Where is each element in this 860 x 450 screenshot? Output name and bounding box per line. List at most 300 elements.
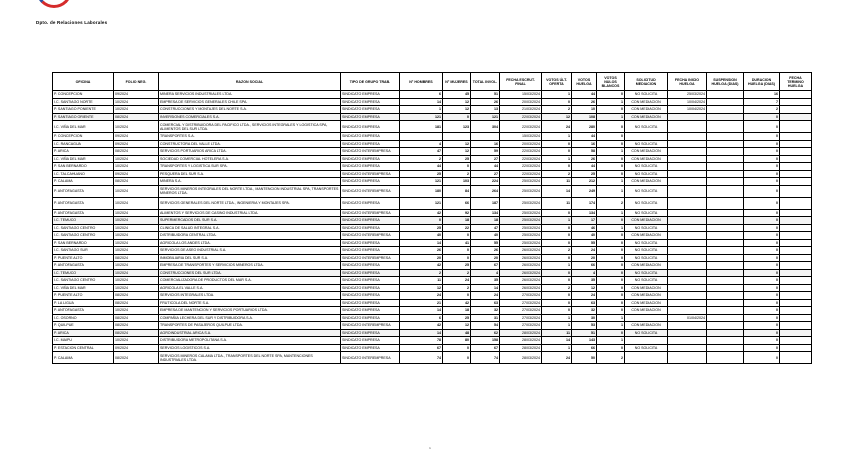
table-cell-total-invol: 26: [471, 247, 500, 255]
table-cell-n-mujeres: 0: [443, 344, 471, 352]
table-cell-fecha-termino-huelga: [780, 344, 812, 352]
table-cell-n-hombres: 6: [400, 314, 443, 322]
column-header: VOTOS NULOS BLANCOS: [597, 73, 625, 91]
table-cell-folio-neg: 10/2024: [114, 155, 159, 163]
table-cell-suspension-huelga-dias: [707, 155, 744, 163]
table-cell-fecha-termino-huelga: [780, 337, 812, 345]
table-row: [53, 224, 812, 232]
table-cell-tipo-de-grupo-trab: SINDICATO EMPRESA: [341, 121, 400, 133]
table-cell-n-mujeres: 0: [443, 247, 471, 255]
table-cell-duracion-huelga-dias: 0: [744, 322, 780, 330]
table-cell-n-mujeres: 12: [443, 148, 471, 156]
table-cell-duracion-huelga-dias: 0: [744, 344, 780, 352]
table-cell-total-invol: 13: [471, 106, 500, 114]
table-cell-fecha-inicio-huelga: [668, 185, 707, 197]
table-cell-suspension-huelga-dias: [707, 314, 744, 322]
table-cell-razon-social: PESQUERA DEL SUR S.A.: [159, 170, 341, 178]
table-cell-n-hombres: 121: [400, 197, 443, 209]
table-cell-n-mujeres: 0: [443, 232, 471, 240]
table-cell-razon-social: MINERA S.A.: [159, 178, 341, 186]
table-cell-votos-huelga: 32: [572, 307, 597, 315]
table-cell-folio-neg: 08/2024: [114, 314, 159, 322]
department-subtitle: Dpto. de Relaciones Laborales: [36, 20, 108, 25]
table-cell-solicitud-mediacion: NO SOLICITA: [625, 329, 668, 337]
table-cell-suspension-huelga-dias: [707, 178, 744, 186]
table-row: [53, 239, 812, 247]
column-header: TOTAL INVOL.: [471, 73, 500, 91]
table-cell-fecha-escrut-final: 27/03/2024: [500, 314, 542, 322]
table-cell-duracion-huelga-dias: 0: [744, 262, 780, 270]
table-cell-solicitud-mediacion: NO SOLICITA: [625, 277, 668, 285]
table-cell-solicitud-mediacion: CON MEDIACION: [625, 113, 668, 121]
table-cell-votos-huelga: 26: [572, 98, 597, 106]
table-cell-fecha-termino-huelga: [780, 209, 812, 217]
table-cell-razon-social: FRUTICOLA DEL NORTE S.A.: [159, 299, 341, 307]
table-cell-razon-social: COMERCIAL Y DISTRIBUIDORA DEL PACIFICO LTDA., SERVICIOS INTEGRALES Y LOGISTICA SPA, ALIMENTOS DEL SUR LTDA.: [159, 121, 341, 133]
table-cell-votos-huelga: 143: [572, 337, 597, 345]
table-cell-n-hombres: 2: [400, 269, 443, 277]
table-cell-votos-huelga: 24: [572, 247, 597, 255]
table-cell-n-hombres: 14: [400, 329, 443, 337]
table-cell-fecha-termino-huelga: [780, 91, 812, 99]
table-cell-folio-neg: 08/2024: [114, 299, 159, 307]
table-cell-votos-huelga: 12: [572, 284, 597, 292]
table-cell-fecha-inicio-huelga: [668, 277, 707, 285]
table-cell-folio-neg: 08/2024: [114, 352, 159, 364]
table-cell-fecha-termino-huelga: [780, 170, 812, 178]
table-cell-solicitud-mediacion: CON MEDIACION: [625, 106, 668, 114]
table-cell-votos-lt-oferta: 1: [542, 344, 572, 352]
table-cell-solicitud-mediacion: CON MEDIACION: [625, 178, 668, 186]
table-cell-fecha-inicio-huelga: [668, 344, 707, 352]
table-cell-votos-nulos-blancos: 1: [597, 314, 625, 322]
table-cell-suspension-huelga-dias: [707, 254, 744, 262]
table-row: [53, 217, 812, 225]
table-row: [53, 277, 812, 285]
table-cell-solicitud-mediacion: NO SOLICITA: [625, 197, 668, 209]
table-cell-duracion-huelga-dias: 0: [744, 185, 780, 197]
table-cell-suspension-huelga-dias: [707, 269, 744, 277]
table-cell-votos-nulos-blancos: 1: [597, 209, 625, 217]
table-row: [53, 307, 812, 315]
table-cell-tipo-de-grupo-trab: SINDICATO EMPRESA: [341, 113, 400, 121]
table-cell-razon-social: COMERCIALIZADORA DE PRODUCTOS DEL MAR S.A.: [159, 277, 341, 285]
table-cell-oficina: I.C. MAIPU: [53, 337, 114, 345]
table-cell-fecha-escrut-final: 26/03/2024: [500, 277, 542, 285]
table-cell-fecha-escrut-final: 25/03/2024: [500, 178, 542, 186]
table-cell-suspension-huelga-dias: [707, 344, 744, 352]
table-cell-total-invol: 40: [471, 232, 500, 240]
table-cell-suspension-huelga-dias: [707, 307, 744, 315]
table-cell-suspension-huelga-dias: [707, 322, 744, 330]
table-cell-votos-nulos-blancos: 0: [597, 262, 625, 270]
table-cell-fecha-termino-huelga: [780, 292, 812, 300]
table-cell-n-hombres: 42: [400, 322, 443, 330]
table-cell-n-mujeres: 2: [443, 284, 471, 292]
table-cell-fecha-escrut-final: 28/03/2024: [500, 329, 542, 337]
table-cell-oficina: P. ARICA: [53, 148, 114, 156]
table-cell-solicitud-mediacion: NO SOLICITA: [625, 247, 668, 255]
table-cell-razon-social: DISTRIBUIDORA CENTRAL LTDA.: [159, 232, 341, 240]
table-cell-folio-neg: 08/2024: [114, 329, 159, 337]
table-cell-fecha-escrut-final: 15/03/2024: [500, 133, 542, 141]
table-cell-tipo-de-grupo-trab: SINDICATO EMPRESA: [341, 91, 400, 99]
table-cell-fecha-inicio-huelga: [668, 155, 707, 163]
table-cell-solicitud-mediacion: [625, 133, 668, 141]
table-cell-fecha-escrut-final: 28/03/2024: [500, 352, 542, 364]
table-cell-suspension-huelga-dias: [707, 121, 744, 133]
table-cell-total-invol: [471, 133, 500, 141]
table-cell-n-hombres: 78: [400, 337, 443, 345]
table-cell-oficina: P. SANTIAGO PONIENTE: [53, 106, 114, 114]
table-cell-n-hombres: 26: [400, 247, 443, 255]
table-cell-n-mujeres: 48: [443, 329, 471, 337]
table-cell-fecha-termino-huelga: [780, 133, 812, 141]
table-cell-votos-huelga: 55: [572, 239, 597, 247]
table-cell-solicitud-mediacion: CON MEDIACION: [625, 262, 668, 270]
table-cell-folio-neg: 10/2024: [114, 217, 159, 225]
table-row: [53, 106, 812, 114]
table-cell-tipo-de-grupo-trab: SINDICATO EMPRESA: [341, 314, 400, 322]
table-cell-votos-lt-oferta: 0: [542, 98, 572, 106]
table-cell-suspension-huelga-dias: [707, 337, 744, 345]
table-cell-n-hombres: 25: [400, 224, 443, 232]
table-cell-suspension-huelga-dias: [707, 106, 744, 114]
table-cell-oficina: P. CONCEPCION: [53, 133, 114, 141]
table-cell-folio-neg: 10/2024: [114, 239, 159, 247]
table-cell-total-invol: 304: [471, 121, 500, 133]
table-cell-votos-nulos-blancos: 0: [597, 292, 625, 300]
table-cell-votos-huelga: 10: [572, 106, 597, 114]
table-cell-total-invol: 63: [471, 299, 500, 307]
table-cell-fecha-escrut-final: 25/03/2024: [500, 197, 542, 209]
table-cell-votos-huelga: 44: [572, 163, 597, 171]
table-cell-n-hombres: 21: [400, 299, 443, 307]
table-cell-fecha-escrut-final: 22/03/2024: [500, 113, 542, 121]
column-header: N° MUJERES: [443, 73, 471, 91]
table-cell-votos-nulos-blancos: 0: [597, 133, 625, 141]
table-cell-fecha-escrut-final: 25/03/2024: [500, 217, 542, 225]
table-cell-suspension-huelga-dias: [707, 247, 744, 255]
table-cell-fecha-termino-huelga: [780, 106, 812, 114]
table-cell-fecha-termino-huelga: [780, 155, 812, 163]
column-header: FECHA TERMINO HUELGA: [780, 73, 812, 91]
table-cell-fecha-inicio-huelga: [668, 239, 707, 247]
table-cell-votos-lt-oferta: 0: [542, 299, 572, 307]
table-row: [53, 140, 812, 148]
table-cell-fecha-termino-huelga: [780, 322, 812, 330]
table-cell-folio-neg: 10/2024: [114, 284, 159, 292]
table-cell-votos-lt-oferta: 1: [542, 262, 572, 270]
table-cell-duracion-huelga-dias: 0: [744, 113, 780, 121]
table-cell-razon-social: COMPAÑIA LECHERA DEL SUR Y DISTRIBUIDORA S.A.: [159, 314, 341, 322]
table-cell-fecha-inicio-huelga: 25/03/2024: [668, 91, 707, 99]
table-cell-votos-lt-oferta: 2: [542, 106, 572, 114]
table-cell-total-invol: 224: [471, 178, 500, 186]
table-cell-total-invol: 35: [471, 277, 500, 285]
table-cell-folio-neg: 10/2024: [114, 337, 159, 345]
table-cell-fecha-escrut-final: 27/03/2024: [500, 322, 542, 330]
table-cell-tipo-de-grupo-trab: SINDICATO EMPRESA: [341, 337, 400, 345]
table-cell-n-hombres: 121: [400, 113, 443, 121]
table-cell-total-invol: 24: [471, 292, 500, 300]
table-cell-duracion-huelga-dias: 0: [744, 329, 780, 337]
table-cell-oficina: P. ANTOFAGASTA: [53, 197, 114, 209]
table-cell-votos-nulos-blancos: 0: [597, 284, 625, 292]
table-cell-fecha-inicio-huelga: [668, 197, 707, 209]
table-cell-razon-social: SUPERMERCADOS DEL SUR S.A.: [159, 217, 341, 225]
table-cell-votos-huelga: 25: [572, 170, 597, 178]
table-cell-n-hombres: 74: [400, 352, 443, 364]
table-cell-total-invol: 47: [471, 224, 500, 232]
table-cell-n-mujeres: 12: [443, 98, 471, 106]
table-cell-solicitud-mediacion: NO SOLICITA: [625, 163, 668, 171]
table-cell-razon-social: ALIMENTOS Y SERVICIOS DE CASINO INDUSTRIAL LTDA.: [159, 209, 341, 217]
table-cell-razon-social: TRANSPORTES DE PASAJEROS QUILPUE LTDA.: [159, 322, 341, 330]
table-cell-fecha-escrut-final: 26/03/2024: [500, 269, 542, 277]
table-cell-votos-lt-oferta: 2: [542, 170, 572, 178]
table-cell-tipo-de-grupo-trab: SINDICATO EMPRESA: [341, 299, 400, 307]
table-cell-fecha-inicio-huelga: [668, 299, 707, 307]
table-row: [53, 121, 812, 133]
table-cell-fecha-inicio-huelga: 10/04/2024: [668, 98, 707, 106]
table-cell-votos-huelga: 51: [572, 329, 597, 337]
table-row: [53, 163, 812, 171]
table-cell-total-invol: 32: [471, 307, 500, 315]
table-cell-votos-nulos-blancos: 0: [597, 254, 625, 262]
table-cell-duracion-huelga-dias: 0: [744, 292, 780, 300]
table-row: [53, 133, 812, 141]
table-cell-suspension-huelga-dias: [707, 197, 744, 209]
table-cell-n-mujeres: 2: [443, 269, 471, 277]
table-cell-total-invol: 134: [471, 209, 500, 217]
table-cell-fecha-escrut-final: 26/03/2024: [500, 284, 542, 292]
table-cell-votos-huelga: 174: [572, 197, 597, 209]
table-cell-duracion-huelga-dias: 0: [744, 148, 780, 156]
table-cell-fecha-escrut-final: 20/03/2024: [500, 98, 542, 106]
table-cell-tipo-de-grupo-trab: SINDICATO EMPRESA: [341, 197, 400, 209]
table-cell-solicitud-mediacion: CON MEDIACION: [625, 299, 668, 307]
table-cell-folio-neg: 10/2024: [114, 269, 159, 277]
table-cell-tipo-de-grupo-trab: SINDICATO EMPRESA: [341, 344, 400, 352]
table-cell-oficina: P. ANTOFAGASTA: [53, 209, 114, 217]
table-cell-tipo-de-grupo-trab: SINDICATO EMPRESA: [341, 178, 400, 186]
table-cell-votos-lt-oferta: 0: [542, 269, 572, 277]
table-cell-n-hombres: 20: [400, 254, 443, 262]
table-cell-duracion-huelga-dias: 7: [744, 98, 780, 106]
table-cell-total-invol: 59: [471, 148, 500, 156]
table-cell-folio-neg: 10/2024: [114, 209, 159, 217]
table-cell-duracion-huelga-dias: 0: [744, 170, 780, 178]
page-number: 1: [429, 446, 431, 450]
table-cell-suspension-huelga-dias: [707, 329, 744, 337]
table-cell-votos-lt-oferta: 14: [542, 185, 572, 197]
table-cell-folio-neg: 08/2024: [114, 113, 159, 121]
table-cell-duracion-huelga-dias: 16: [744, 91, 780, 99]
table-cell-votos-huelga: 4: [572, 269, 597, 277]
table-cell-fecha-inicio-huelga: [668, 322, 707, 330]
table-cell-folio-neg: 10/2024: [114, 163, 159, 171]
table-cell-total-invol: 264: [471, 185, 500, 197]
column-header: VOTOS ÚLT. OFERTA: [542, 73, 572, 91]
table-cell-tipo-de-grupo-trab: SINDICATO INTEREMPRESA: [341, 232, 400, 240]
table-cell-razon-social: SOCIEDAD COMERCIAL HOTELERA S.A.: [159, 155, 341, 163]
table-cell-votos-lt-oferta: 1: [542, 133, 572, 141]
table-cell-fecha-inicio-huelga: [668, 232, 707, 240]
table-cell-votos-nulos-blancos: 0: [597, 170, 625, 178]
table-cell-solicitud-mediacion: CON MEDIACION: [625, 292, 668, 300]
column-header: SUSPENSION HUELGA (DIAS): [707, 73, 744, 91]
table-cell-solicitud-mediacion: [625, 337, 668, 345]
table-cell-fecha-escrut-final: 22/03/2024: [500, 155, 542, 163]
table-cell-oficina: I.C. SANTIAGO CENTRO: [53, 232, 114, 240]
table-cell-total-invol: 26: [471, 98, 500, 106]
table-cell-oficina: I.C. VIÑA DEL MAR: [53, 121, 114, 133]
table-cell-n-hombres: 44: [400, 163, 443, 171]
table-cell-votos-huelga: 35: [572, 277, 597, 285]
table-cell-fecha-inicio-huelga: [668, 329, 707, 337]
table-cell-suspension-huelga-dias: [707, 113, 744, 121]
table-cell-total-invol: 51: [471, 91, 500, 99]
table-cell-razon-social: SERVICIOS INTEGRALES LTDA.: [159, 292, 341, 300]
table-cell-tipo-de-grupo-trab: SINDICATO EMPRESA: [341, 106, 400, 114]
table-cell-n-hombres: 14: [400, 307, 443, 315]
table-cell-votos-nulos-blancos: 0: [597, 307, 625, 315]
table-cell-solicitud-mediacion: NO SOLICITA: [625, 170, 668, 178]
table-cell-suspension-huelga-dias: [707, 232, 744, 240]
table-row: [53, 292, 812, 300]
table-cell-fecha-termino-huelga: [780, 98, 812, 106]
table-cell-n-mujeres: 0: [443, 163, 471, 171]
table-cell-votos-huelga: 30: [572, 314, 597, 322]
table-cell-fecha-escrut-final: 20/03/2024: [500, 140, 542, 148]
table-cell-razon-social: CONSTRUCCIONES DEL SUR LTDA.: [159, 269, 341, 277]
table-cell-total-invol: 4: [471, 269, 500, 277]
table-cell-suspension-huelga-dias: [707, 148, 744, 156]
table-cell-votos-nulos-blancos: 1: [597, 322, 625, 330]
table-cell-fecha-inicio-huelga: [668, 209, 707, 217]
table-cell-folio-neg: 09/2024: [114, 140, 159, 148]
table-cell-n-mujeres: 2: [443, 170, 471, 178]
table-cell-fecha-inicio-huelga: [668, 269, 707, 277]
table-cell-duracion-huelga-dias: 0: [744, 352, 780, 364]
table-row: [53, 232, 812, 240]
table-cell-votos-huelga: 63: [572, 299, 597, 307]
table-cell-n-mujeres: 42: [443, 299, 471, 307]
table-cell-fecha-escrut-final: 25/03/2024: [500, 232, 542, 240]
table-cell-oficina: P. CONCEPCION: [53, 91, 114, 99]
table-cell-votos-huelga: 50: [572, 352, 597, 364]
table-row: [53, 337, 812, 345]
table-cell-n-mujeres: [443, 133, 471, 141]
table-cell-folio-neg: 08/2024: [114, 292, 159, 300]
table-cell-votos-huelga: 44: [572, 91, 597, 99]
table-cell-oficina: I.C. RANCAGUA: [53, 140, 114, 148]
table-row: [53, 352, 812, 364]
table-cell-votos-lt-oferta: 0: [542, 292, 572, 300]
table-cell-oficina: I.C. SANTIAGO NORTE: [53, 98, 114, 106]
table-cell-total-invol: 27: [471, 155, 500, 163]
table-cell-fecha-termino-huelga: [780, 269, 812, 277]
table-cell-fecha-termino-huelga: [780, 352, 812, 364]
table-cell-folio-neg: 10/2024: [114, 247, 159, 255]
table-cell-fecha-escrut-final: 27/03/2024: [500, 292, 542, 300]
table-cell-votos-lt-oferta: 24: [542, 121, 572, 133]
column-header: DURACION HUELGA (DIAS): [744, 73, 780, 91]
table-cell-suspension-huelga-dias: [707, 133, 744, 141]
table-cell-solicitud-mediacion: CON MEDIACION: [625, 148, 668, 156]
table-cell-folio-neg: 08/2024: [114, 322, 159, 330]
table-cell-razon-social: SERVICIOS MINEROS CALAMA LTDA., TRANSPORTES DEL NORTE SPA, MANTENCIONES INDUSTRIALES LTDA.: [159, 352, 341, 364]
table-cell-votos-lt-oferta: 1: [542, 322, 572, 330]
table-cell-oficina: I.C. VIÑA DEL MAR: [53, 284, 114, 292]
table-cell-votos-lt-oferta: 14: [542, 337, 572, 345]
table-cell-total-invol: 67: [471, 344, 500, 352]
table-cell-duracion-huelga-dias: 0: [744, 121, 780, 133]
table-cell-n-mujeres: 123: [443, 121, 471, 133]
table-cell-n-hombres: [400, 133, 443, 141]
column-header: N° HOMBRES: [400, 73, 443, 91]
table-cell-fecha-termino-huelga: [780, 224, 812, 232]
column-header: FECHA ESCRUT. FINAL: [500, 73, 542, 91]
table-cell-n-hombres: 180: [400, 185, 443, 197]
table-cell-duracion-huelga-dias: 0: [744, 337, 780, 345]
table-row: [53, 155, 812, 163]
table-cell-razon-social: EMPRESA DE MANTENCION Y SERVICIOS PORTUARIOS LTDA.: [159, 307, 341, 315]
table-cell-votos-nulos-blancos: 0: [597, 121, 625, 133]
table-cell-fecha-escrut-final: 28/03/2024: [500, 344, 542, 352]
table-cell-fecha-inicio-huelga: 10/04/2024: [668, 106, 707, 114]
table-cell-suspension-huelga-dias: [707, 284, 744, 292]
table-cell-solicitud-mediacion: NO SOLICITA: [625, 209, 668, 217]
table-cell-fecha-termino-huelga: [780, 299, 812, 307]
table-cell-n-mujeres: 66: [443, 197, 471, 209]
table-cell-solicitud-mediacion: NO SOLICITA: [625, 344, 668, 352]
table-cell-duracion-huelga-dias: 0: [744, 197, 780, 209]
table-row: [53, 329, 812, 337]
table-cell-folio-neg: 09/2024: [114, 91, 159, 99]
table-cell-votos-huelga: 280: [572, 121, 597, 133]
table-cell-tipo-de-grupo-trab: SINDICATO EMPRESA: [341, 269, 400, 277]
table-cell-fecha-termino-huelga: [780, 163, 812, 171]
table-cell-fecha-inicio-huelga: [668, 352, 707, 364]
table-cell-n-mujeres: 41: [443, 239, 471, 247]
table-cell-votos-lt-oferta: 11: [542, 329, 572, 337]
table-row: [53, 148, 812, 156]
table-cell-votos-nulos-blancos: 0: [597, 163, 625, 171]
table-cell-folio-neg: 10/2024: [114, 185, 159, 197]
table-cell-fecha-termino-huelga: [780, 307, 812, 315]
table-cell-fecha-escrut-final: 22/03/2024: [500, 121, 542, 133]
table-cell-n-mujeres: 12: [443, 322, 471, 330]
table-cell-n-hombres: 12: [400, 284, 443, 292]
table-cell-n-mujeres: 25: [443, 314, 471, 322]
table-cell-tipo-de-grupo-trab: SINDICATO EMPRESA: [341, 247, 400, 255]
table-cell-total-invol: 27: [471, 170, 500, 178]
table-cell-razon-social: AGRICOLA EL VALLE S.A.: [159, 284, 341, 292]
table-cell-fecha-inicio-huelga: [668, 113, 707, 121]
table-cell-oficina: P. LA LIGUA: [53, 299, 114, 307]
table-cell-duracion-huelga-dias: 0: [744, 155, 780, 163]
table-cell-fecha-inicio-huelga: [668, 133, 707, 141]
table-cell-tipo-de-grupo-trab: SINDICATO INTEREMPRESA: [341, 170, 400, 178]
table-cell-votos-nulos-blancos: 0: [597, 277, 625, 285]
table-cell-oficina: I.C. TALCAHUANO: [53, 170, 114, 178]
table-row: [53, 113, 812, 121]
table-cell-fecha-escrut-final: 26/03/2024: [500, 254, 542, 262]
table-cell-duracion-huelga-dias: 0: [744, 269, 780, 277]
table-cell-suspension-huelga-dias: [707, 277, 744, 285]
